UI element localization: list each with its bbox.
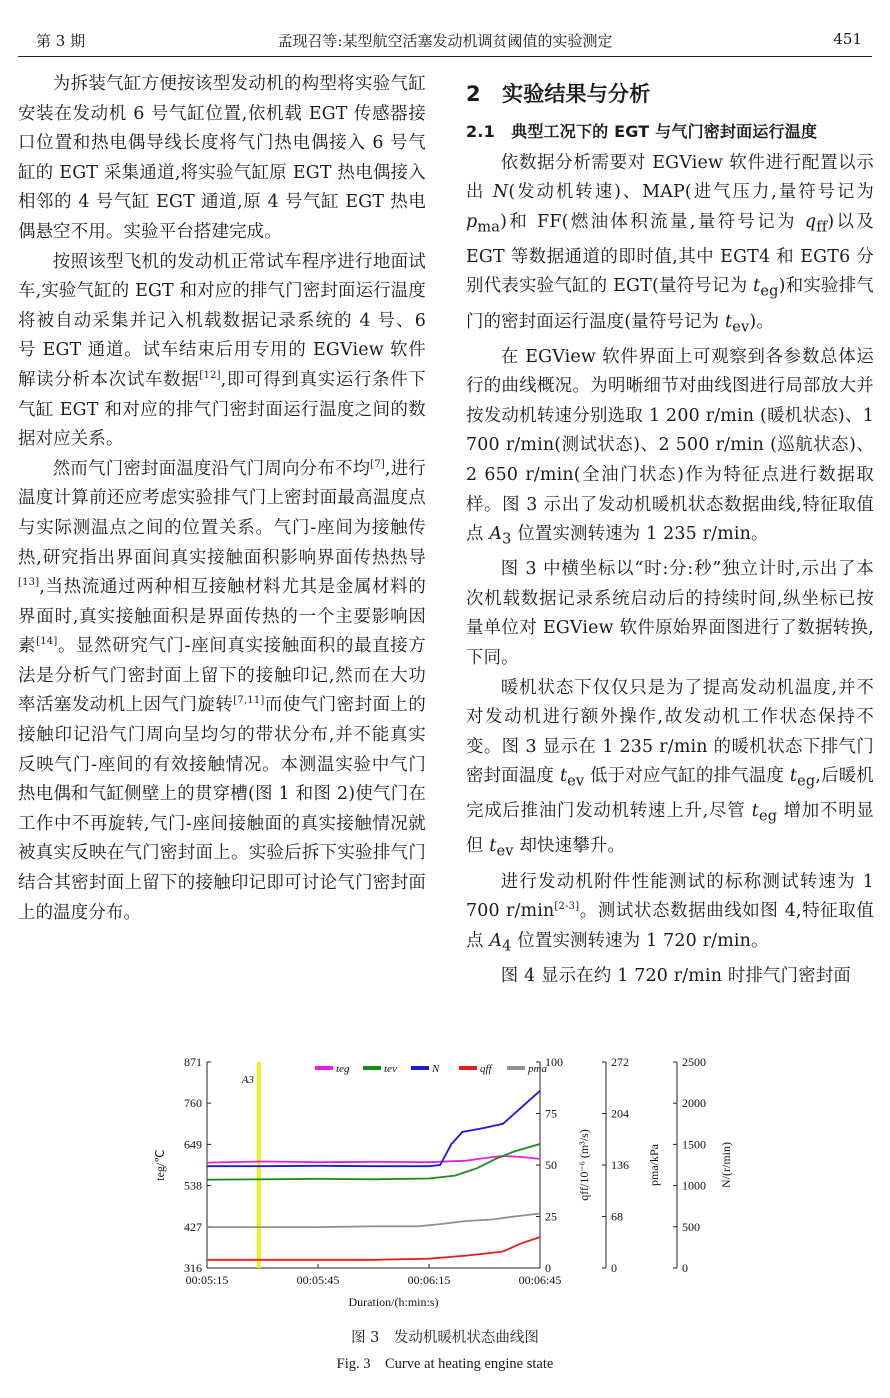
- subsection-heading: 2.1 典型工况下的 EGT 与气门密封面运行温度: [466, 122, 818, 141]
- y-axis-label-qff: qff/10⁻⁶ (m³/s): [577, 1129, 591, 1201]
- y-axis-label: teg/℃: [153, 1149, 167, 1181]
- y-tick-label-qff: 50: [545, 1158, 557, 1172]
- y-axis-label-N: N/(r/min): [719, 1142, 733, 1188]
- y-tick-label-qff: 0: [545, 1261, 551, 1275]
- x-axis-label: Duration/(h:min:s): [348, 1295, 439, 1309]
- legend-label-tev: tev: [384, 1063, 397, 1075]
- figure-caption-cn: 图 3 发动机暖机状态曲线图: [351, 1330, 539, 1346]
- legend-label-pma: pma: [528, 1063, 547, 1075]
- paragraph: 为拆装气缸方便按该型发动机的构型将实验气缸安装在发动机 6 号气缸位置,依机载 EGT 传感器接口位置和热电偶导线长度将气门热电偶接入 6 号气缸的 EGT 采集通道,将实验气缸原 EGT 热电偶接入相邻的 4 号气缸 EGT 通道,原 4 号气缸 EGT 热电偶悬空不用。实验平台搭建完成。: [18, 74, 426, 242]
- x-tick-label: 00:05:15: [185, 1273, 229, 1287]
- y-tick-label-N: 500: [682, 1219, 700, 1234]
- x-tick-label: 00:06:45: [518, 1273, 562, 1287]
- paragraph: 进行发动机附件性能测试的标称测试转速为 1 700 r/min[2-3]。测试状态数据曲线如图 4,特征取值点 $A_4$ 位置实测转速为 1 720 r/min。: [466, 871, 874, 955]
- y-tick-label: 649: [184, 1137, 202, 1152]
- y-tick-label-qff: 100: [545, 1055, 563, 1069]
- legend-label-qff: qff: [480, 1063, 492, 1075]
- y-tick-label: 760: [184, 1096, 202, 1111]
- y-axis-label-pma: pma/kPa: [647, 1144, 661, 1186]
- y-tick-label-pma: 272: [611, 1055, 629, 1069]
- x-tick-label: 00:06:15: [407, 1273, 451, 1287]
- figure-caption-en: Fig. 3 Curve at heating engine state: [336, 1356, 554, 1372]
- y-tick-label-pma: 204: [611, 1106, 629, 1121]
- running-title: 孟现召等:某型航空活塞发动机调贫阈值的实验测定: [277, 32, 613, 50]
- paragraph: 在 EGView 软件界面上可观察到各参数总体运行的曲线概况。为明晰细节对曲线图进行局部放大并按发动机转速分别选取 1 200 r/min (暖机状态)、1 700 r/min(测试状态)、2 500 r/min (巡航状态)、2 650 r/min(全油门状态)作为特征点进行数据取样。图 3 示出了发动机暖机状态数据曲线,特征取值点 $A_3$ 位置实测转速为 1 235 r/min。: [466, 346, 874, 548]
- y-tick-label: 316: [184, 1261, 202, 1275]
- y-tick-label-N: 2000: [682, 1096, 706, 1111]
- paragraph: 图 3 中横坐标以“时:分:秒”独立计时,示出了本次机载数据记录系统启动后的持续时间,纵坐标已按量单位对 EGView 软件原始界面图进行了数据转换,下同。: [466, 559, 874, 668]
- y-tick-label-qff: 25: [545, 1209, 557, 1224]
- y-tick-label: 871: [184, 1055, 202, 1069]
- legend-label-teg: teg: [336, 1063, 350, 1075]
- y-tick-label-N: 2500: [682, 1055, 706, 1069]
- issue-number: 第 3 期: [36, 32, 86, 50]
- paragraph: 然而气门密封面温度沿气门周向分布不均[7],进行温度计算前还应考虑实验排气门上密封面最高温度点与实际测温点之间的位置关系。气门-座间为接触传热,研究指出界面间真实接触面积影响界面传热热导[13],当热流通过两种相互接触材料尤其是金属材料的界面时,真实接触面积是界面传热的一个主要影响因素[14]。显然研究气门-座间真实接触面积的最直接方法是分析气门密封面上留下的接触印记,然而在大功率活塞发动机上因气门旋转[7,11]而使气门密封面上的接触印记沿气门周向呈均匀的带状分布,并不能真实反映气门-座间的有效接触情况。本测温实验中气门热电偶和气缸侧壁上的贯穿槽(图 1 和图 2)使气门在工作中不再旋转,气门-座间接触面的真实接触情况就被真实反映在气门密封面上。实验后拆下实验排气门结合其密封面上留下的接触印记即可讨论气门密封面上的温度分布。: [18, 458, 426, 923]
- paragraph: 暖机状态下仅仅只是为了提高发动机温度,并不对发动机进行额外操作,故发动机工作状态保持不变。图 3 显示在 1 235 r/min 的暖机状态下排气门密封面温度 $t_{ev}$ 低于对应气缸的排气温度 $t_{eg}$,后暖机完成后推油门发动机转速上升,尽管 $t_{eg}$ 增加不明显但 $t_{ev}$ 却快速攀升。: [466, 677, 874, 860]
- paragraph: 图 4 显示在约 1 720 r/min 时排气门密封面: [500, 965, 852, 986]
- figure-3-chart: [150, 1050, 750, 1312]
- page-number: 451: [833, 30, 862, 48]
- y-tick-label: 427: [184, 1219, 202, 1234]
- y-tick-label-pma: 0: [611, 1261, 617, 1275]
- y-tick-label-pma: 136: [611, 1158, 629, 1172]
- paragraph: 依数据分析需要对 EGView 软件进行配置以示出 N(发动机转速)、MAP(进气压力,量符号记为 $p_{ma}$)和 FF(燃油体积流量,量符号记为 $q_{ff}$)以及 EGT 等数据通道的即时值,其中 EGT4 和 EGT6 分别代表实验气缸的 EGT(量符号记为 $t_{eg}$)和实验排气门的密封面运行温度(量符号记为 $t_{ev}$)。: [466, 152, 874, 335]
- y-tick-label: 538: [184, 1178, 202, 1193]
- y-tick-label-pma: 68: [611, 1209, 623, 1224]
- y-tick-label-N: 0: [682, 1261, 688, 1275]
- marker-label-a3: A3: [241, 1074, 255, 1086]
- legend-label-N: N: [432, 1063, 440, 1075]
- y-tick-label-N: 1000: [682, 1178, 706, 1193]
- paragraph: 按照该型飞机的发动机正常试车程序进行地面试车,实验气缸的 EGT 和对应的排气门密封面运行温度将被自动采集并记入机载数据记录系统的 4 号、6 号 EGT 通道。试车结束后用专用的 EGView 软件解读分析本次试车数据[12],即可得到真实运行条件下气缸 EGT 和对应的排气门密封面运行温度之间的数据对应关系。: [18, 251, 426, 450]
- section-heading: 2 实验结果与分析: [466, 82, 651, 106]
- y-tick-label-qff: 75: [545, 1106, 557, 1121]
- page-header: [18, 0, 872, 57]
- x-tick-label: 00:05:45: [296, 1273, 340, 1287]
- y-tick-label-N: 1500: [682, 1137, 706, 1152]
- right-column: [466, 70, 874, 991]
- left-column: [18, 70, 426, 928]
